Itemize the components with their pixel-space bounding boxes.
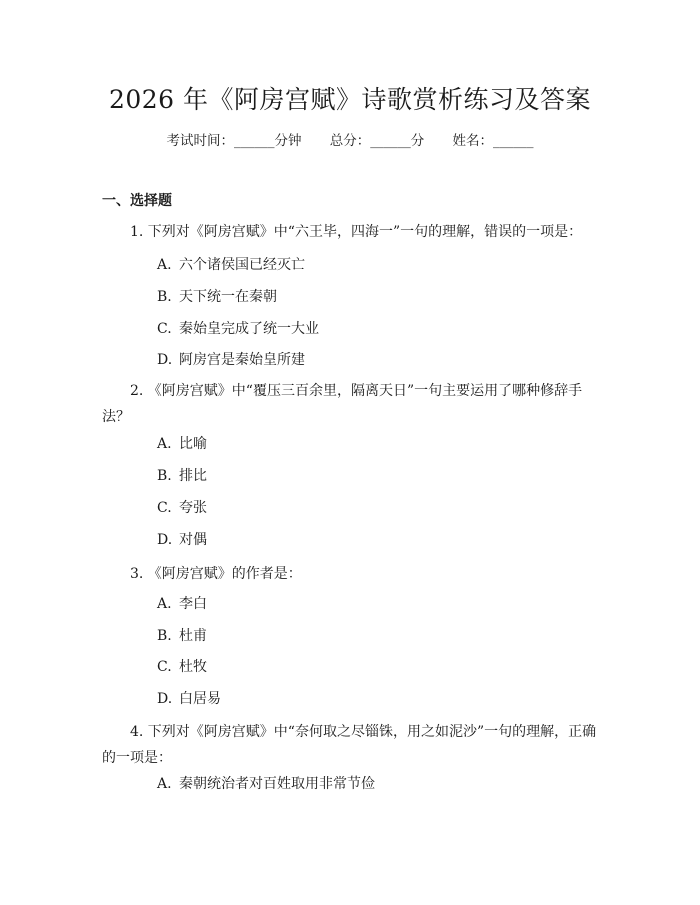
option-text: 天下统一在秦朝 [179, 289, 277, 305]
option-letter: D. [157, 691, 173, 707]
option-letter: B. [157, 289, 172, 305]
option-text: 六个诸侯国已经灭亡 [179, 257, 305, 273]
exam-time-field: 考试时间：______分钟 [166, 133, 302, 149]
question-3-option-c [157, 656, 207, 678]
option-letter: C. [157, 659, 172, 675]
question-1-option-d [157, 349, 305, 371]
question-2-option-b [157, 465, 207, 487]
option-text: 秦朝统治者对百姓取用非常节俭 [179, 776, 375, 792]
section-title: 一、选择题 [102, 193, 172, 209]
option-letter: D. [157, 352, 173, 368]
option-letter: C. [157, 500, 172, 516]
question-3: 3. 《阿房宫赋》的作者是： [130, 566, 302, 582]
option-text: 夸张 [179, 500, 207, 516]
option-text: 比喻 [179, 436, 207, 452]
option-letter: D. [157, 532, 173, 548]
option-letter: A. [157, 436, 172, 452]
option-letter: A. [157, 776, 172, 792]
question-3-option-b [157, 625, 207, 647]
option-letter: C. [157, 321, 172, 337]
exam-info-line [0, 130, 700, 152]
question-2-option-c [157, 497, 207, 519]
total-score-field: 总分：______分 [329, 133, 425, 149]
option-letter: A. [157, 257, 172, 273]
option-text: 对偶 [179, 532, 207, 548]
question-2-option-d [157, 529, 207, 551]
option-letter: B. [157, 468, 172, 484]
option-text: 杜牧 [179, 659, 207, 675]
question-2-option-a [157, 433, 207, 455]
option-text: 李白 [179, 596, 207, 612]
question-4-option-a [157, 773, 375, 795]
option-text: 杜甫 [179, 628, 207, 644]
question-1-option-b [157, 286, 277, 308]
student-name-field: 姓名：______ [452, 133, 534, 149]
question-1-option-c [157, 318, 319, 340]
option-text: 白居易 [179, 691, 221, 707]
option-text: 秦始皇完成了统一大业 [179, 321, 319, 337]
option-letter: B. [157, 628, 172, 644]
question-1: 1. 下列对《阿房宫赋》中“六王毕，四海一”一句的理解，错误的一项是： [130, 224, 583, 240]
question-4: 4. 下列对《阿房宫赋》中“奈何取之尽锱铢，用之如泥沙”一句的理解，正确的一项是： [102, 724, 597, 766]
option-text: 阿房宫是秦始皇所建 [179, 352, 305, 368]
question-2: 2. 《阿房宫赋》中“覆压三百余里，隔离天日”一句主要运用了哪种修辞手法？ [102, 383, 583, 425]
question-1-option-a [157, 254, 305, 276]
option-text: 排比 [179, 468, 207, 484]
question-3-option-d [157, 688, 221, 710]
question-3-option-a [157, 593, 207, 615]
option-letter: A. [157, 596, 172, 612]
document-title: 2026 年《阿房宫赋》诗歌赏析练习及答案 [108, 85, 592, 114]
